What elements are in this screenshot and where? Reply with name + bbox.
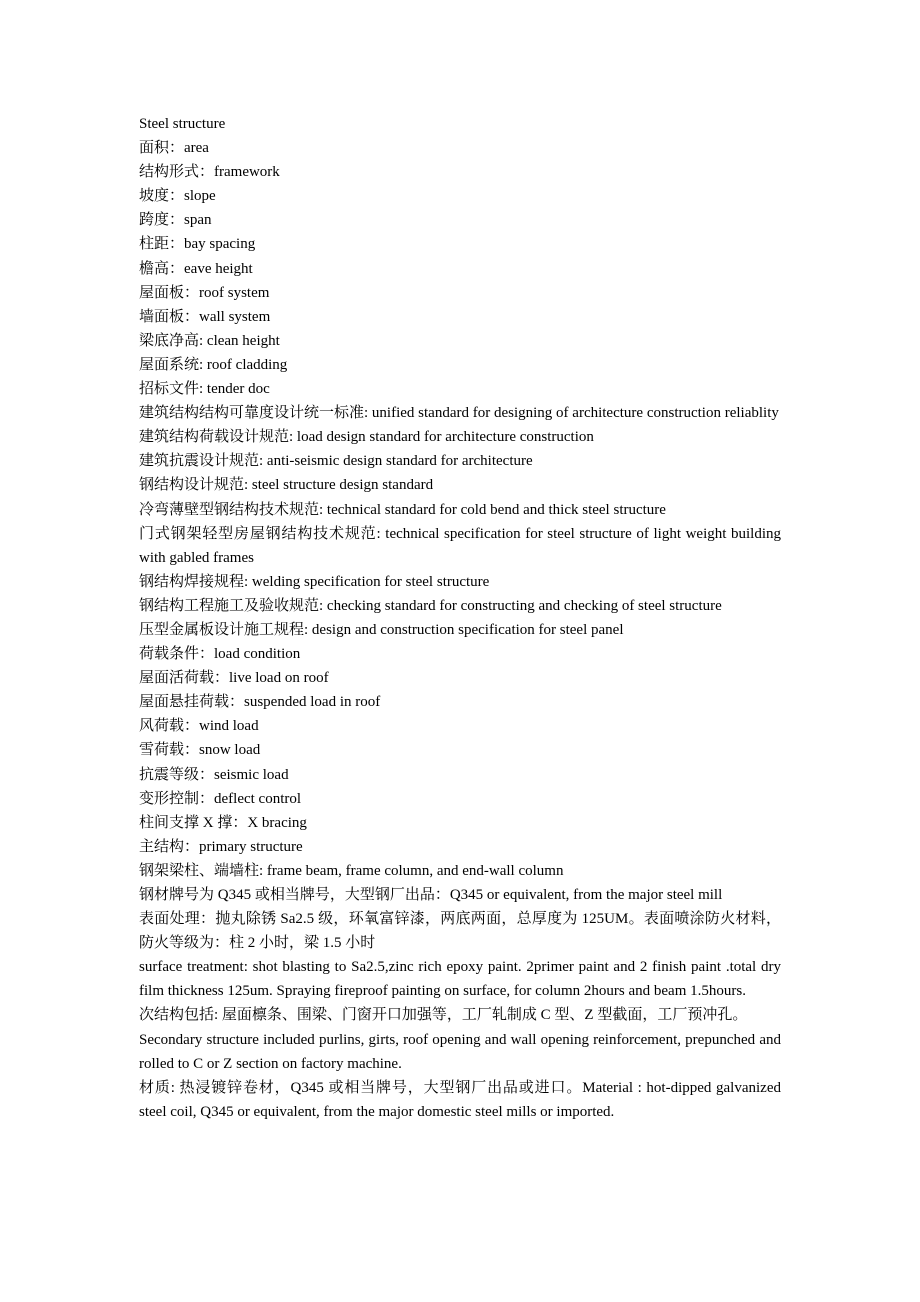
term-line: 面积：area (139, 140, 209, 157)
term-line: 冷弯薄壁型钢结构技术规范: technical standard for cold bend and thick steel structure (139, 501, 666, 518)
term-line: 压型金属板设计施工规程: design and construction specification for steel panel (139, 621, 624, 638)
term-line: 坡度：slope (139, 188, 216, 205)
material-paragraph: 材质: 热浸镀锌卷材，Q345 或相当牌号，大型钢厂出品或进口。Material : hot-dipped galvanized steel coil, Q345 or equivalent, from the major domestic steel mills or imported. (139, 1079, 781, 1120)
term-line: 屋面系统: roof cladding (139, 356, 288, 373)
surface-treatment-cn-paragraph: 表面处理：抛丸除锈 Sa2.5 级，环氧富锌漆，两底两面，总厚度为 125UM。表面喷涂防火材料，防火等级为：柱 2 小时，梁 1.5 小时 (139, 911, 781, 952)
term-line: 结构形式：framework (139, 164, 280, 181)
term-line: 钢结构设计规范: steel structure design standard (139, 477, 434, 494)
secondary-structure-en-paragraph: Secondary structure included purlins, girts, roof opening and wall opening reinforcement, prepunched and rolled to C or Z section on factory machine. (139, 1031, 781, 1072)
term-line: 钢结构工程施工及验收规范: checking standard for constructing and checking of steel structure (139, 597, 722, 614)
term-line: 建筑结构荷载设计规范: load design standard for architecture construction (139, 429, 594, 446)
document-title: Steel structure (139, 116, 226, 132)
term-line: 屋面悬挂荷载：suspended load in roof (139, 694, 381, 711)
term-line: 柱距：bay spacing (139, 236, 256, 253)
term-line: 钢材牌号为 Q345 或相当牌号，大型钢厂出品：Q345 or equivalent, from the major steel mill (139, 887, 723, 903)
term-line: 主结构：primary structure (139, 838, 303, 855)
term-line: 风荷载：wind load (139, 718, 259, 735)
term-line: 招标文件: tender doc (139, 381, 270, 398)
term-paragraph-gabled-frames: 门式钢架轻型房屋钢结构技术规范: technical specification for steel structure of light weight building with gabled frames (139, 525, 781, 566)
term-line: 跨度：span (139, 212, 212, 229)
term-paragraph-unified-standard: 建筑结构结构可靠度设计统一标准: unified standard for designing of architecture construction reliablity (139, 405, 779, 422)
term-line: 檐高：eave height (139, 260, 253, 277)
document-body (139, 112, 781, 1124)
term-line: 梁底净高: clean height (139, 332, 280, 349)
term-line: 雪荷载：snow load (139, 742, 261, 759)
term-line: 屋面板：roof system (139, 284, 270, 301)
secondary-structure-cn-paragraph: 次结构包括: 屋面檩条、围梁、门窗开口加强等，工厂轧制成 C 型、Z 型截面，工厂预冲孔。 (139, 1007, 748, 1024)
term-line: 柱间支撑 X 撑：X bracing (139, 814, 307, 831)
surface-treatment-en-paragraph: surface treatment: shot blasting to Sa2.5,zinc rich epoxy paint. 2primer paint and 2 finish paint .total dry film thickness 125um. Spraying fireproof painting on surface, for column 2hours and beam 1.5hours. (139, 959, 781, 1000)
term-line: 荷载条件：load condition (139, 646, 301, 663)
term-line: 屋面活荷载：live load on roof (139, 670, 329, 687)
term-line: 钢架梁柱、端墙柱: frame beam, frame column, and end-wall column (139, 862, 564, 879)
term-line: 抗震等级：seismic load (139, 766, 289, 783)
term-line: 墙面板：wall system (139, 308, 271, 325)
term-line: 建筑抗震设计规范: anti-seismic design standard for architecture (139, 453, 533, 470)
term-line: 变形控制：deflect control (139, 790, 302, 807)
term-line: 钢结构焊接规程: welding specification for steel structure (139, 573, 490, 590)
